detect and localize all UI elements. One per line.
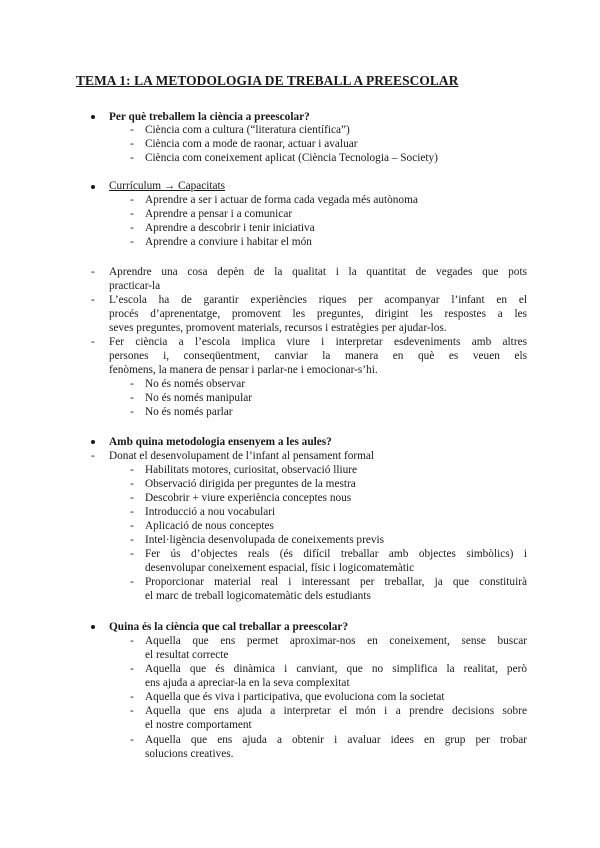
dash-marker: - — [130, 378, 134, 390]
list-item: Aplicació de nous conceptes — [145, 520, 274, 532]
list-item: Aquella que ens permet aproximar-nos en coneixement, sense buscar — [145, 635, 527, 647]
list-item: Aquella que és dinàmica i canviant, que no simplifica la realitat, però — [145, 663, 527, 675]
dash-marker: - — [130, 548, 134, 560]
dash-marker: - — [130, 635, 134, 647]
dash-marker: - — [130, 406, 134, 418]
section-heading: Quina és la ciència que cal treballar a preescolar? — [109, 621, 349, 633]
paragraph-line: persones i, conseqüentment, canviar la manera en què es veuen els — [109, 350, 527, 362]
list-item: Aquella que és viva i participativa, que evoluciona com la societat — [145, 691, 445, 703]
paragraph-line: practicar-la — [109, 280, 161, 292]
dash-marker: - — [91, 450, 95, 462]
list-item: No és només observar — [145, 378, 246, 390]
paragraph-line: procés d’aprenentatge, promovent les preguntes, dirigint les respostes a les — [109, 308, 527, 320]
list-item: Ciència com coneixement aplicat (Ciència Tecnologia – Society) — [145, 152, 438, 164]
dash-marker: - — [91, 294, 95, 306]
dash-marker: - — [130, 138, 134, 150]
list-item: Descobrir + viure experiència conceptes nous — [145, 492, 352, 504]
list-item: Ciència com a cultura (“literatura científica”) — [145, 124, 350, 136]
list-item: Aprendre a descobrir i tenir iniciativa — [145, 222, 315, 234]
list-item: Aquella que ens ajuda a interpretar el món i a prendre decisions sobre — [145, 705, 527, 717]
dash-marker: - — [130, 152, 134, 164]
list-item-continuation: solucions creatives. — [145, 748, 234, 760]
list-item: Fer ús d’objectes reals (és difícil treballar amb objectes simbòlics) i — [145, 548, 527, 560]
dash-marker: - — [130, 236, 134, 248]
paragraph-line: Donat el desenvolupament de l’infant al pensament formal — [109, 450, 375, 462]
paragraph-line: Fer ciència a l’escola implica viure i interpretar esdeveniments amb altres — [109, 336, 527, 348]
dash-marker: - — [91, 336, 95, 348]
dash-marker: - — [130, 222, 134, 234]
list-item-continuation: el marc de treball logicomatemàtic dels estudiants — [145, 590, 371, 602]
list-item-continuation: el nostre comportament — [145, 719, 252, 731]
paragraph-line: fenòmens, la manera de pensar i parlar-ne i emocionar-s’hi. — [109, 364, 378, 376]
bullet-dot — [91, 440, 95, 444]
dash-marker: - — [130, 492, 134, 504]
list-item: No és només parlar — [145, 406, 233, 418]
dash-marker: - — [91, 266, 95, 278]
bullet-dot — [91, 625, 95, 629]
dash-marker: - — [130, 194, 134, 206]
list-item: Intel·ligència desenvolupada de coneixements previs — [145, 534, 385, 546]
paragraph-line: L’escola ha de garantir experiències riques per acompanyar l’infant en el — [109, 294, 527, 306]
list-item: Habilitats motores, curiositat, observació lliure — [145, 464, 358, 476]
dash-marker: - — [130, 705, 134, 717]
dash-marker: - — [130, 691, 134, 703]
bullet-dot — [91, 185, 95, 189]
dash-marker: - — [130, 520, 134, 532]
list-item: Aprendre a conviure i habitar el món — [145, 236, 312, 248]
dash-marker: - — [130, 392, 134, 404]
list-item: Aprendre a ser i actuar de forma cada vegada més autònoma — [145, 194, 418, 206]
dash-marker: - — [130, 124, 134, 136]
paragraph-line: Aprendre una cosa depèn de la qualitat i la quantitat de vegades que pots — [109, 266, 527, 278]
list-item: Observació dirigida per preguntes de la mestra — [145, 478, 356, 490]
list-item-continuation: ens ajuda a apreciar-la en la seva complexitat — [145, 677, 350, 689]
dash-marker: - — [130, 734, 134, 746]
section-heading: Currículum → Capacitats — [109, 180, 226, 192]
section-heading: Amb quina metodologia ensenyem a les aules? — [109, 436, 332, 448]
dash-marker: - — [130, 464, 134, 476]
list-item: Aprendre a pensar i a comunicar — [145, 208, 293, 220]
bullet-dot — [91, 115, 95, 119]
dash-marker: - — [130, 534, 134, 546]
dash-marker: - — [130, 576, 134, 588]
list-item: Proporcionar material real i interessant per treballar, ja que constituirà — [145, 576, 527, 588]
dash-marker: - — [130, 208, 134, 220]
list-item: Aquella que ens ajuda a obtenir i avaluar idees en grup per trobar — [145, 734, 527, 746]
list-item: Introducció a nou vocabulari — [145, 506, 276, 518]
paragraph-line: seves preguntes, promovent materials, recursos i estratègies per ajudar-los. — [109, 322, 447, 334]
dash-marker: - — [130, 478, 134, 490]
page-title: TEMA 1: LA METODOLOGIA DE TREBALL A PREESCOLAR — [76, 73, 459, 88]
list-item: Ciència com a mode de raonar, actuar i avaluar — [145, 138, 358, 150]
dash-marker: - — [130, 506, 134, 518]
list-item-continuation: desenvolupar coneixement espacial, físic i logicomatemàtic — [145, 562, 415, 574]
section-heading: Per què treballem la ciència a preescolar? — [109, 111, 310, 123]
dash-marker: - — [130, 663, 134, 675]
list-item: No és només manipular — [145, 392, 252, 404]
list-item-continuation: el resultat correcte — [145, 649, 229, 661]
